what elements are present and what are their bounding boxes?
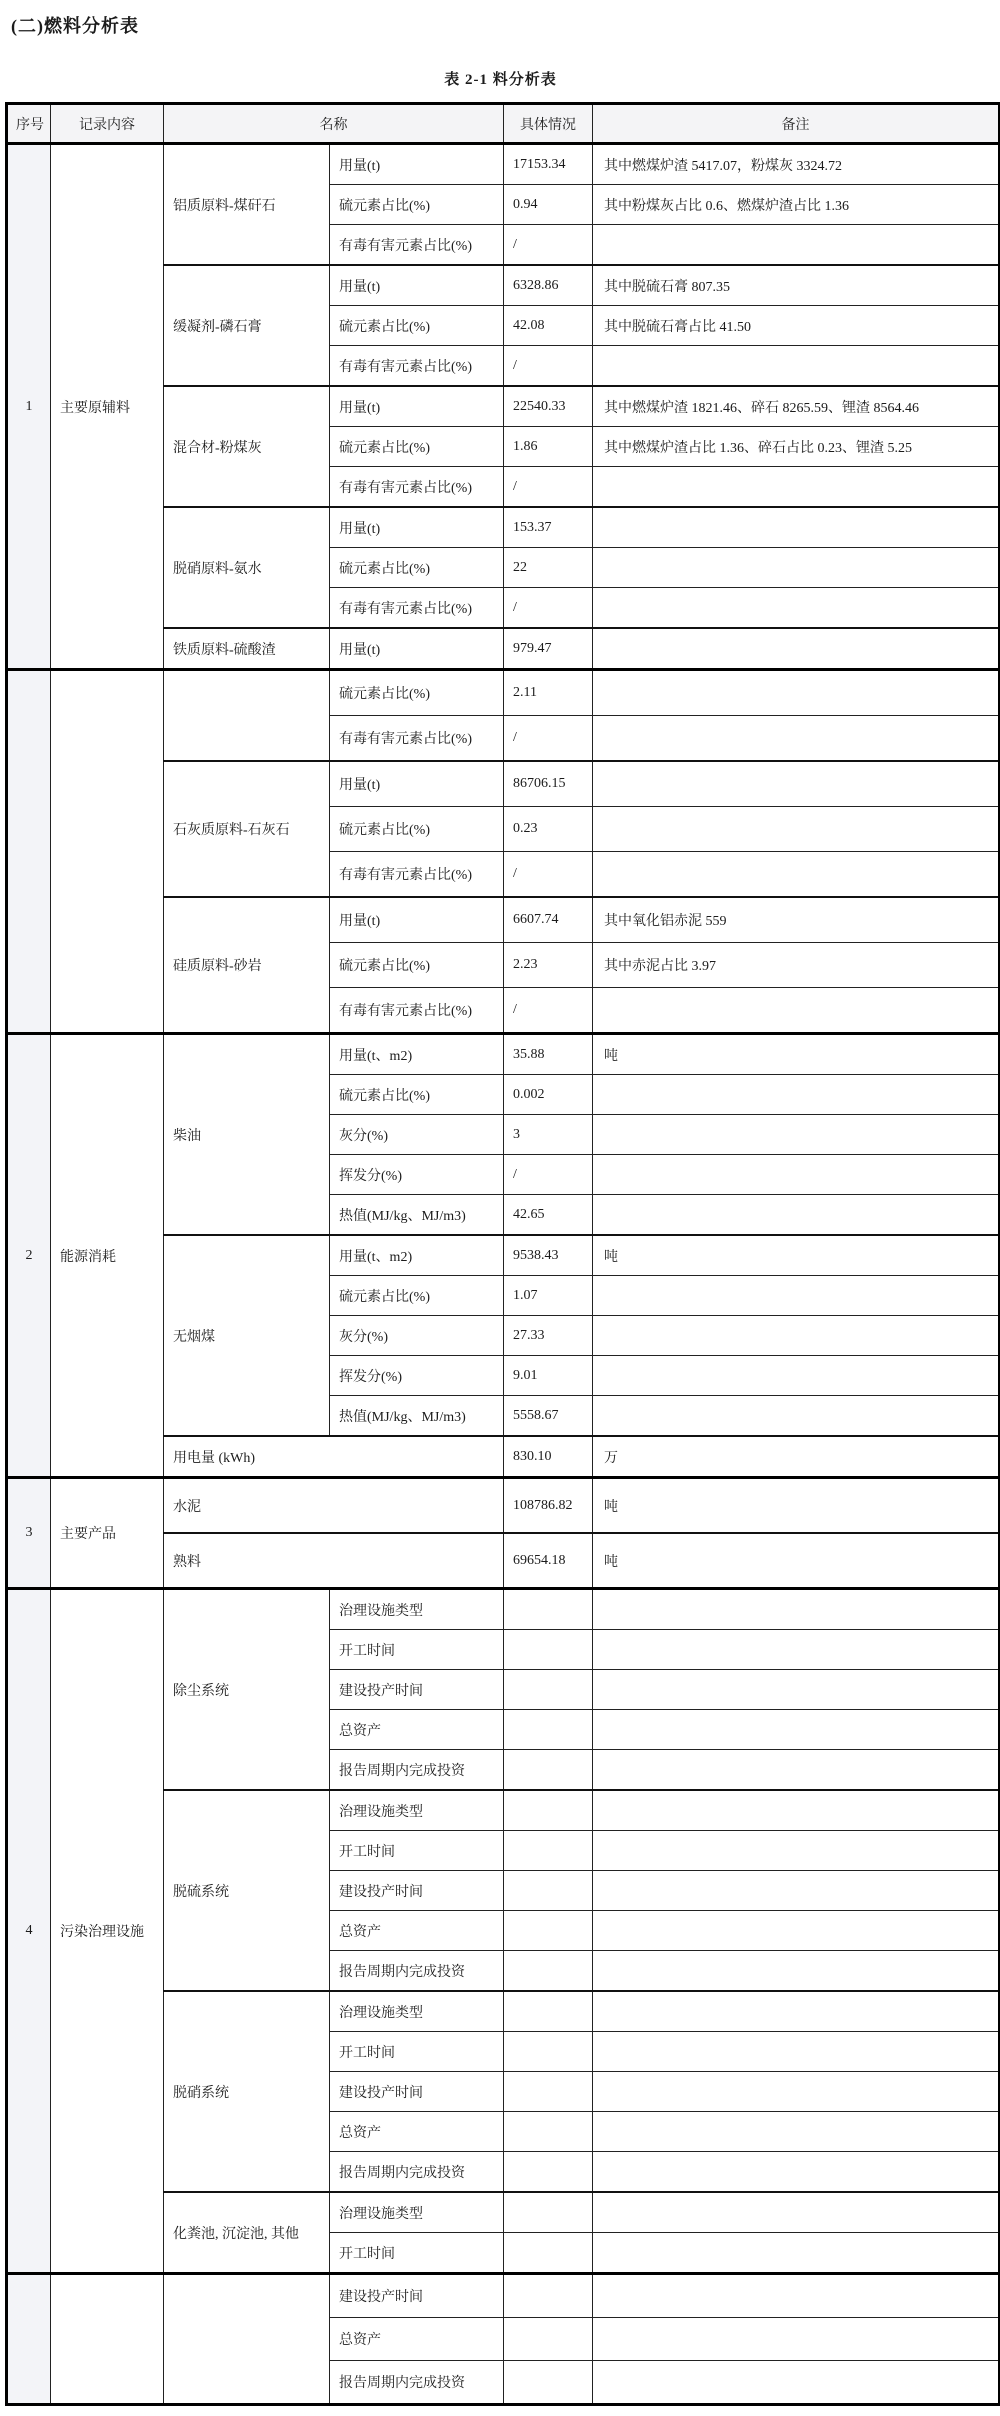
detail-value: / — [504, 988, 593, 1034]
property-label: 用量(t) — [330, 507, 504, 548]
material-name: 脱硫系统 — [164, 1790, 330, 1991]
detail-value — [504, 1951, 593, 1992]
material-name: 硅质原料-砂岩 — [164, 897, 330, 1034]
property-label: 建设投产时间 — [330, 1670, 504, 1710]
remark-text: 吨 — [593, 1533, 1000, 1589]
remark-text — [593, 2233, 1000, 2274]
row-category — [51, 670, 164, 1034]
detail-value: 5558.67 — [504, 1396, 593, 1437]
remark-text — [593, 548, 1000, 588]
detail-value: 2.23 — [504, 943, 593, 988]
row-index — [7, 2274, 51, 2405]
property-label: 硫元素占比(%) — [330, 807, 504, 852]
property-label: 开工时间 — [330, 2233, 504, 2274]
row-category: 能源消耗 — [51, 1034, 164, 1478]
property-label: 用量(t) — [330, 386, 504, 427]
detail-value — [504, 2361, 593, 2405]
row-index: 3 — [7, 1478, 51, 1589]
detail-value: 9.01 — [504, 1356, 593, 1396]
remark-text — [593, 1195, 1000, 1236]
material-name: 混合材-粉煤灰 — [164, 386, 330, 507]
material-name: 铝质原料-煤矸石 — [164, 144, 330, 266]
property-label: 有毒有害元素占比(%) — [330, 988, 504, 1034]
detail-value: 86706.15 — [504, 761, 593, 807]
remark-text: 其中脱硫石膏 807.35 — [593, 265, 1000, 306]
material-name: 石灰质原料-石灰石 — [164, 761, 330, 897]
row-index: 1 — [7, 144, 51, 670]
detail-value: 0.94 — [504, 185, 593, 225]
row-category: 主要产品 — [51, 1478, 164, 1589]
section-title: (二)燃料分析表 — [11, 16, 139, 36]
row-category — [51, 2274, 164, 2405]
property-label: 用量(t、m2) — [330, 1235, 504, 1276]
property-label: 用量(t) — [330, 761, 504, 807]
detail-value: 6328.86 — [504, 265, 593, 306]
remark-text: 吨 — [593, 1478, 1000, 1534]
property-label: 硫元素占比(%) — [330, 427, 504, 467]
remark-text — [593, 2112, 1000, 2152]
detail-value — [504, 1831, 593, 1871]
remark-text — [593, 346, 1000, 387]
detail-value: / — [504, 1155, 593, 1195]
property-label: 有毒有害元素占比(%) — [330, 716, 504, 762]
remark-text — [593, 852, 1000, 898]
remark-text — [593, 628, 1000, 670]
remark-text — [593, 988, 1000, 1034]
table-caption: 表 2-1 料分析表 — [444, 72, 557, 88]
remark-text — [593, 1396, 1000, 1437]
remark-text — [593, 588, 1000, 629]
remark-text — [593, 507, 1000, 548]
detail-value — [504, 1911, 593, 1951]
remark-text — [593, 1115, 1000, 1155]
detail-value: 830.10 — [504, 1436, 593, 1478]
remark-text — [593, 1075, 1000, 1115]
property-label: 治理设施类型 — [330, 2192, 504, 2233]
detail-value — [504, 2152, 593, 2193]
row-index — [7, 670, 51, 1034]
remark-text — [593, 2032, 1000, 2072]
remark-text — [593, 1831, 1000, 1871]
detail-value: 22540.33 — [504, 386, 593, 427]
property-label: 硫元素占比(%) — [330, 670, 504, 716]
detail-value: 9538.43 — [504, 1235, 593, 1276]
property-label: 开工时间 — [330, 1831, 504, 1871]
property-label: 总资产 — [330, 2318, 504, 2361]
detail-value: 153.37 — [504, 507, 593, 548]
remark-text — [593, 2274, 1000, 2318]
property-label: 开工时间 — [330, 1630, 504, 1670]
detail-value: / — [504, 852, 593, 898]
remark-text: 其中赤泥占比 3.97 — [593, 943, 1000, 988]
detail-value: / — [504, 716, 593, 762]
detail-value: 1.86 — [504, 427, 593, 467]
property-label: 有毒有害元素占比(%) — [330, 225, 504, 266]
detail-value — [504, 1991, 593, 2032]
detail-value: 42.65 — [504, 1195, 593, 1236]
material-name — [164, 2274, 330, 2405]
property-label: 治理设施类型 — [330, 1991, 504, 2032]
detail-value — [504, 1670, 593, 1710]
header-name: 名称 — [164, 104, 504, 144]
remark-text: 万 — [593, 1436, 1000, 1478]
material-name — [164, 670, 330, 762]
detail-value: 22 — [504, 548, 593, 588]
detail-value: 6607.74 — [504, 897, 593, 943]
property-label: 用量(t) — [330, 265, 504, 306]
material-name: 脱硝原料-氨水 — [164, 507, 330, 628]
remark-text — [593, 1911, 1000, 1951]
remark-text — [593, 1356, 1000, 1396]
detail-value — [504, 2274, 593, 2318]
detail-value: 108786.82 — [504, 1478, 593, 1534]
remark-text — [593, 761, 1000, 807]
detail-value — [504, 1630, 593, 1670]
property-label: 报告周期内完成投资 — [330, 2152, 504, 2193]
property-label: 有毒有害元素占比(%) — [330, 588, 504, 629]
detail-value — [504, 1790, 593, 1831]
property-label: 建设投产时间 — [330, 2274, 504, 2318]
property-label: 报告周期内完成投资 — [330, 2361, 504, 2405]
detail-value: / — [504, 346, 593, 387]
remark-text — [593, 1589, 1000, 1630]
property-label: 热值(MJ/kg、MJ/m3) — [330, 1195, 504, 1236]
fuel-analysis-table — [5, 102, 1000, 2406]
remark-text — [593, 2192, 1000, 2233]
detail-value — [504, 2112, 593, 2152]
material-name: 缓凝剂-磷石膏 — [164, 265, 330, 386]
property-label: 有毒有害元素占比(%) — [330, 346, 504, 387]
material-name: 无烟煤 — [164, 1235, 330, 1436]
detail-value — [504, 2318, 593, 2361]
property-label: 硫元素占比(%) — [330, 185, 504, 225]
remark-text — [593, 716, 1000, 762]
detail-value: / — [504, 588, 593, 629]
detail-value — [504, 1710, 593, 1750]
property-label: 挥发分(%) — [330, 1155, 504, 1195]
header-category: 记录内容 — [51, 104, 164, 144]
detail-value: 35.88 — [504, 1034, 593, 1075]
property-label: 灰分(%) — [330, 1115, 504, 1155]
detail-value — [504, 1750, 593, 1791]
property-label: 热值(MJ/kg、MJ/m3) — [330, 1396, 504, 1437]
detail-value — [504, 2072, 593, 2112]
property-label: 挥发分(%) — [330, 1356, 504, 1396]
detail-value: 27.33 — [504, 1316, 593, 1356]
material-name: 除尘系统 — [164, 1589, 330, 1791]
row-category: 污染治理设施 — [51, 1589, 164, 2274]
material-name: 脱硝系统 — [164, 1991, 330, 2192]
property-label: 总资产 — [330, 1710, 504, 1750]
remark-text — [593, 1276, 1000, 1316]
remark-text — [593, 2072, 1000, 2112]
remark-text — [593, 467, 1000, 508]
row-index: 2 — [7, 1034, 51, 1478]
property-label: 有毒有害元素占比(%) — [330, 852, 504, 898]
detail-value: 17153.34 — [504, 144, 593, 185]
property-label: 开工时间 — [330, 2032, 504, 2072]
remark-text: 其中脱硫石膏占比 41.50 — [593, 306, 1000, 346]
detail-value: 0.23 — [504, 807, 593, 852]
remark-text: 吨 — [593, 1034, 1000, 1075]
detail-value — [504, 1871, 593, 1911]
remark-text — [593, 670, 1000, 716]
property-label: 用量(t、m2) — [330, 1034, 504, 1075]
remark-text — [593, 2152, 1000, 2193]
header-detail: 具体情况 — [504, 104, 593, 144]
detail-value: 1.07 — [504, 1276, 593, 1316]
property-label: 报告周期内完成投资 — [330, 1951, 504, 1992]
row-index: 4 — [7, 1589, 51, 2274]
property-label: 有毒有害元素占比(%) — [330, 467, 504, 508]
detail-value — [504, 2192, 593, 2233]
material-name: 水泥 — [164, 1478, 504, 1534]
detail-value: / — [504, 467, 593, 508]
property-label: 报告周期内完成投资 — [330, 1750, 504, 1791]
remark-text — [593, 1710, 1000, 1750]
detail-value: 42.08 — [504, 306, 593, 346]
property-label: 硫元素占比(%) — [330, 1276, 504, 1316]
remark-text — [593, 2361, 1000, 2405]
detail-value: / — [504, 225, 593, 266]
remark-text: 其中氧化铝赤泥 559 — [593, 897, 1000, 943]
detail-value: 2.11 — [504, 670, 593, 716]
property-label: 用量(t) — [330, 144, 504, 185]
remark-text: 其中燃煤炉渣 1821.46、碎石 8265.59、锂渣 8564.46 — [593, 386, 1000, 427]
material-name: 铁质原料-硫酸渣 — [164, 628, 330, 670]
remark-text — [593, 1991, 1000, 2032]
property-label: 用量(t) — [330, 628, 504, 670]
remark-text — [593, 807, 1000, 852]
detail-value: 979.47 — [504, 628, 593, 670]
material-name: 用电量 (kWh) — [164, 1436, 504, 1478]
property-label: 治理设施类型 — [330, 1589, 504, 1630]
header-index: 序号 — [7, 104, 51, 144]
remark-text — [593, 1871, 1000, 1911]
remark-text — [593, 1155, 1000, 1195]
property-label: 硫元素占比(%) — [330, 1075, 504, 1115]
material-name: 化粪池, 沉淀池, 其他 — [164, 2192, 330, 2274]
detail-value — [504, 1589, 593, 1630]
remark-text: 其中燃煤炉渣占比 1.36、碎石占比 0.23、锂渣 5.25 — [593, 427, 1000, 467]
property-label: 治理设施类型 — [330, 1790, 504, 1831]
header-remark: 备注 — [593, 104, 1000, 144]
property-label: 灰分(%) — [330, 1316, 504, 1356]
property-label: 总资产 — [330, 1911, 504, 1951]
detail-value: 3 — [504, 1115, 593, 1155]
material-name: 熟料 — [164, 1533, 504, 1589]
remark-text — [593, 1951, 1000, 1992]
remark-text: 其中燃煤炉渣 5417.07，粉煤灰 3324.72 — [593, 144, 1000, 185]
property-label: 建设投产时间 — [330, 1871, 504, 1911]
material-name: 柴油 — [164, 1034, 330, 1236]
property-label: 硫元素占比(%) — [330, 548, 504, 588]
remark-text: 吨 — [593, 1235, 1000, 1276]
remark-text — [593, 1750, 1000, 1791]
remark-text — [593, 1630, 1000, 1670]
remark-text — [593, 2318, 1000, 2361]
detail-value: 69654.18 — [504, 1533, 593, 1589]
remark-text — [593, 1316, 1000, 1356]
property-label: 用量(t) — [330, 897, 504, 943]
property-label: 总资产 — [330, 2112, 504, 2152]
property-label: 硫元素占比(%) — [330, 943, 504, 988]
remark-text — [593, 1790, 1000, 1831]
detail-value: 0.002 — [504, 1075, 593, 1115]
detail-value — [504, 2233, 593, 2274]
property-label: 硫元素占比(%) — [330, 306, 504, 346]
remark-text: 其中粉煤灰占比 0.6、燃煤炉渣占比 1.36 — [593, 185, 1000, 225]
remark-text — [593, 1670, 1000, 1710]
remark-text — [593, 225, 1000, 266]
detail-value — [504, 2032, 593, 2072]
property-label: 建设投产时间 — [330, 2072, 504, 2112]
row-category: 主要原辅料 — [51, 144, 164, 670]
